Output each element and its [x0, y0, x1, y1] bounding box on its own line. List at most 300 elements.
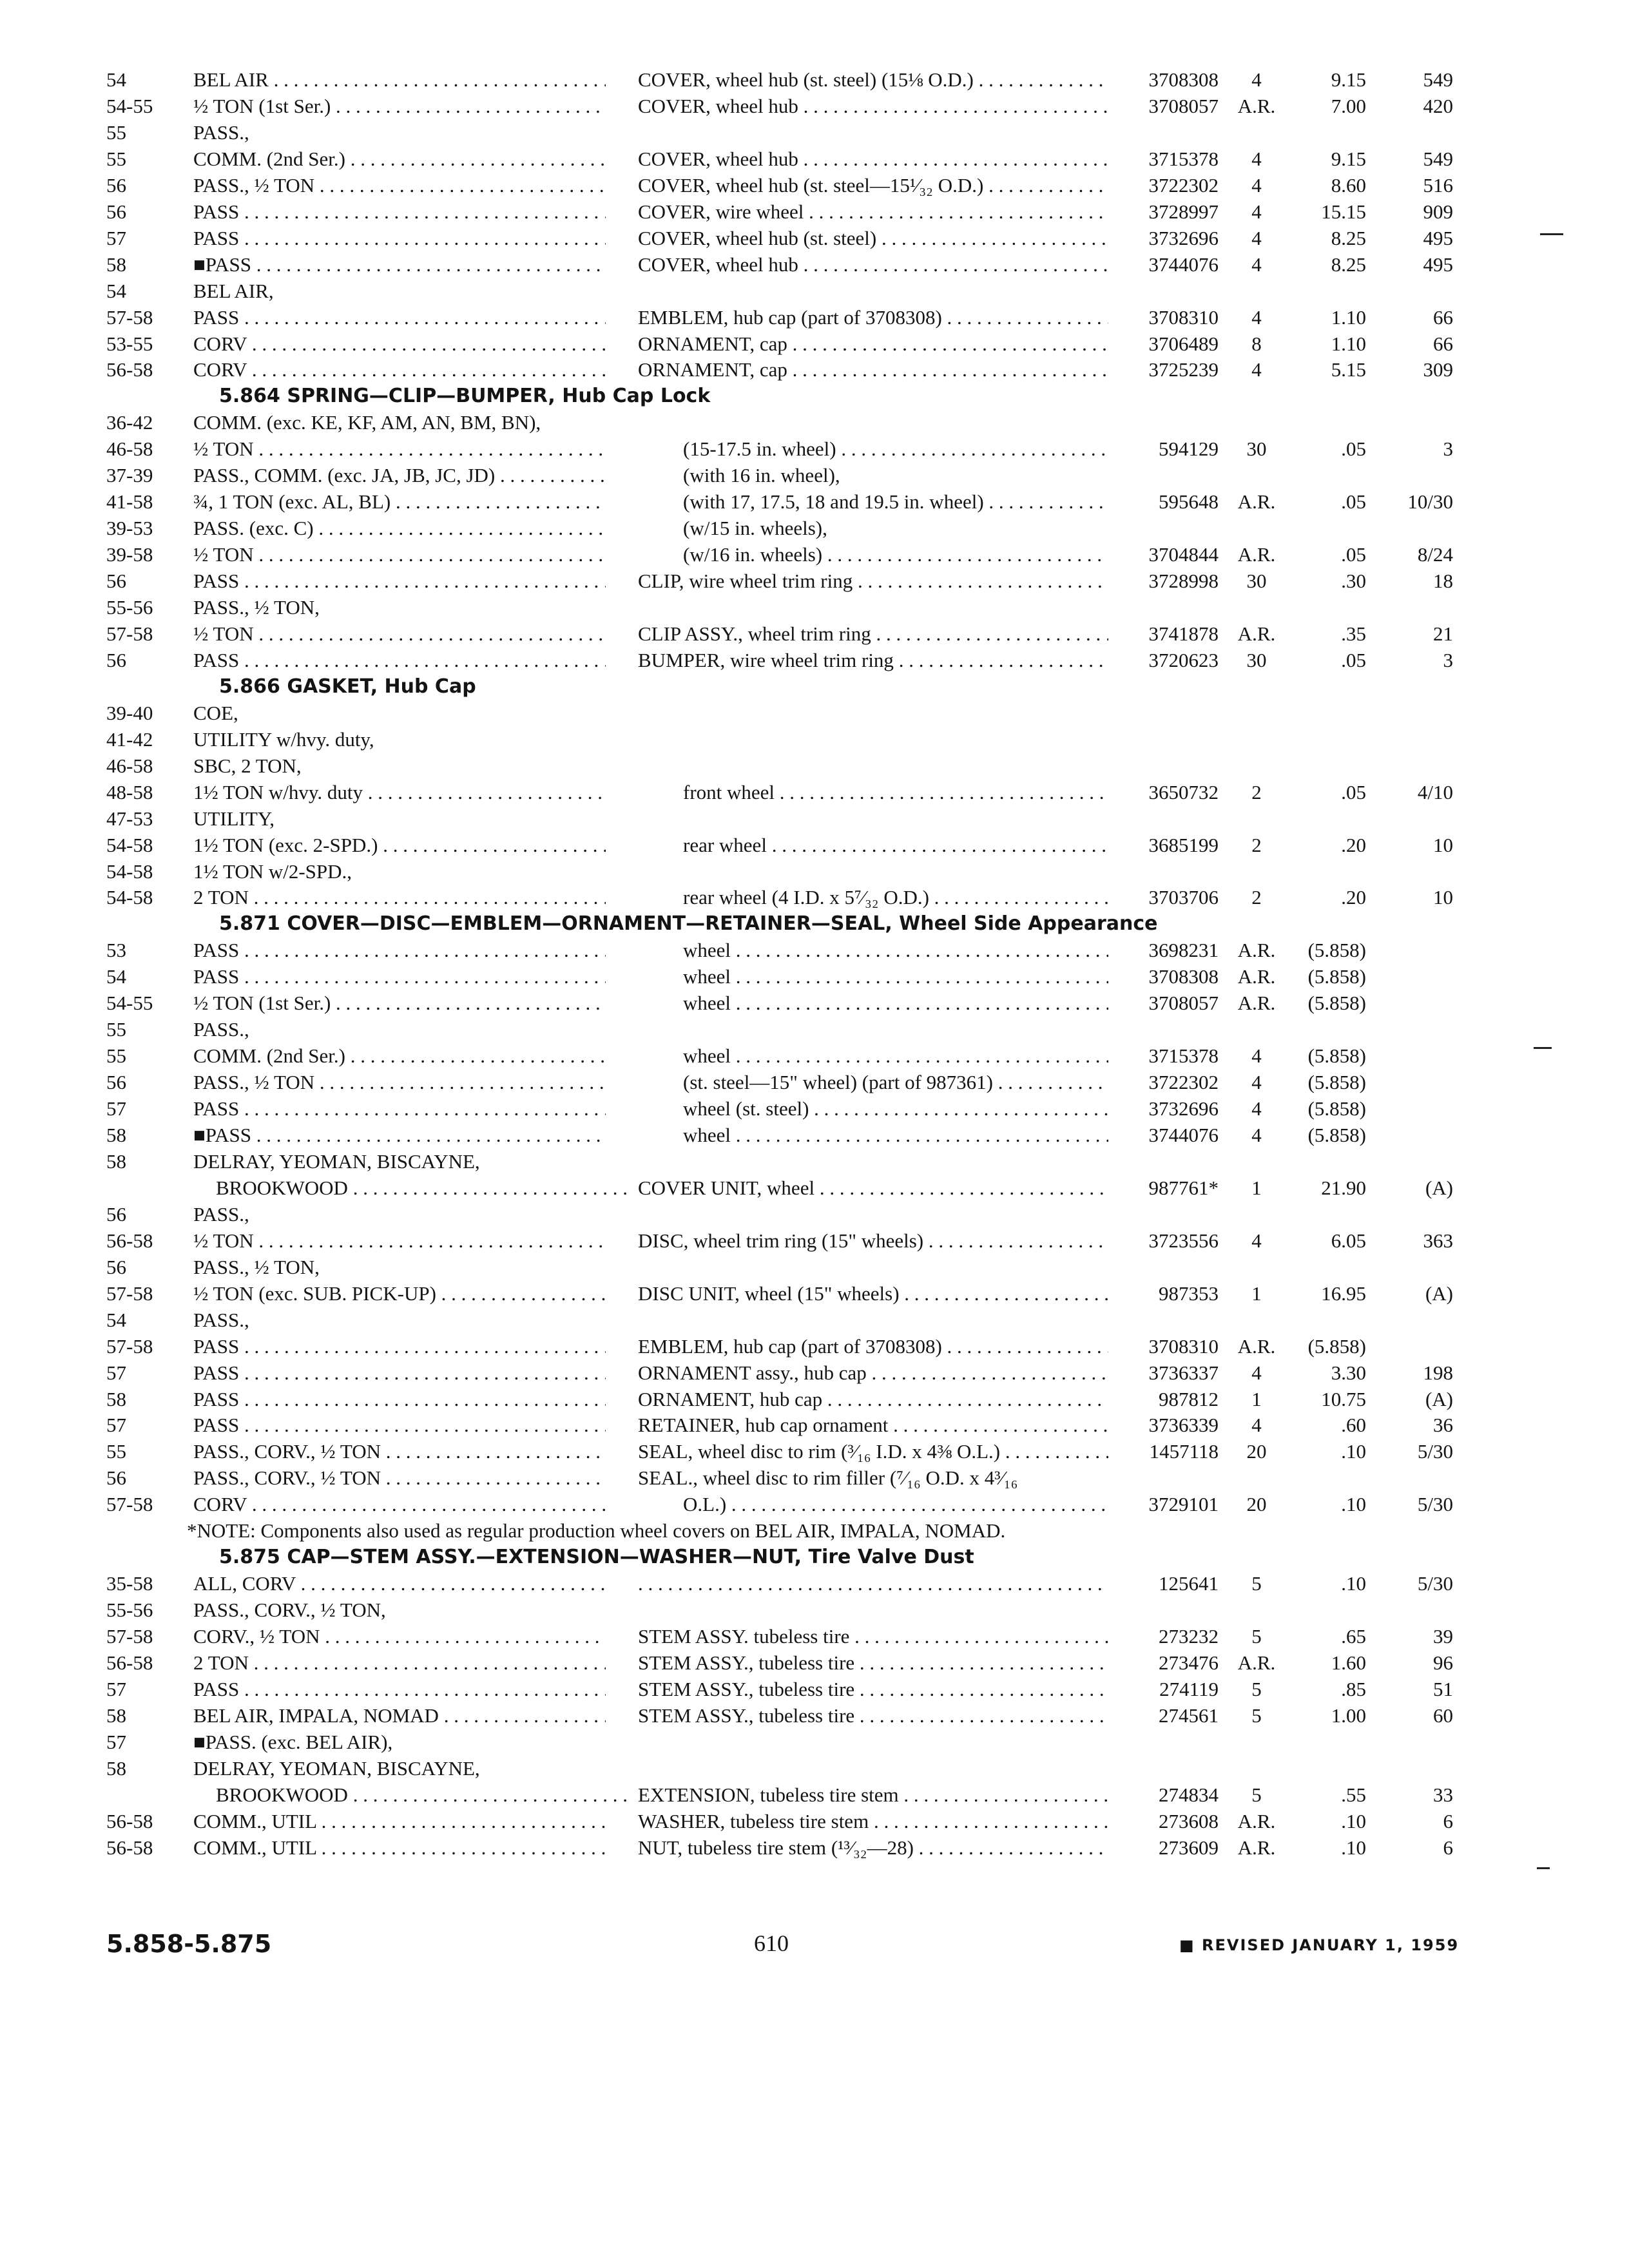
table-row [0, 1782, 1629, 1808]
price-cell: .05 [1341, 543, 1366, 566]
table-row [0, 885, 1629, 910]
year-cell: 55-56 [106, 1599, 153, 1622]
year-cell: 54 [106, 965, 126, 988]
description-cell: NUT, tubeless tire stem (¹³⁄₃₂—28) . . . [638, 1835, 1108, 1861]
revision-note: ■ REVISED JANUARY 1, 1959 [1179, 1936, 1460, 1954]
description-cell: BUMPER, wire wheel trim ring . . . [638, 648, 1108, 673]
price-cell: (5.858) [1307, 992, 1366, 1015]
year-cell: 54 [106, 1308, 126, 1331]
price-cell: 9.15 [1331, 147, 1366, 170]
price-cell: 10.75 [1321, 1387, 1366, 1410]
section-title: 5.866 GASKET, Hub Cap [219, 675, 476, 698]
model-cell: PASS., CORV., ½ TON . . . [193, 1465, 606, 1491]
model-cell: CORV . . . [193, 357, 606, 383]
table-row [0, 1835, 1629, 1861]
year-cell: 56 [106, 1466, 126, 1490]
model-cell: PASS., ½ TON . . . [193, 1070, 606, 1095]
part-number-cell: 595648 [1159, 490, 1219, 514]
extended-price-cell: 33 [1433, 1783, 1453, 1806]
part-number-cell: 3744076 [1148, 1124, 1219, 1146]
model-cell: PASS . . . [193, 199, 606, 225]
year-cell: 57-58 [106, 1493, 153, 1516]
model-cell: PASS . . . [193, 1677, 606, 1702]
table-row [0, 146, 1629, 172]
quantity-cell: 4 [1251, 1071, 1262, 1094]
price-cell: (5.858) [1307, 1071, 1366, 1094]
description-cell: wheel . . . [683, 937, 1108, 963]
extended-price-cell: 6 [1443, 1836, 1453, 1859]
description-cell: ORNAMENT assy., hub cap . . . [638, 1360, 1108, 1386]
extended-price-cell: 3 [1443, 648, 1453, 671]
model-cell: DELRAY, YEOMAN, BISCAYNE, [193, 1756, 480, 1780]
price-cell: 21.90 [1321, 1176, 1366, 1199]
table-row [0, 1387, 1629, 1412]
part-number-cell: 3722302 [1148, 173, 1219, 197]
price-cell: 3.30 [1331, 1361, 1366, 1384]
year-cell: 58 [106, 1704, 126, 1727]
part-number-cell: 3736337 [1148, 1361, 1219, 1384]
price-cell: 8.25 [1331, 226, 1366, 249]
extended-price-cell: 363 [1423, 1229, 1453, 1252]
model-cell: BROOKWOOD . . . [216, 1175, 628, 1201]
table-row [0, 1175, 1629, 1201]
quantity-cell: A.R. [1237, 94, 1276, 117]
table-row [0, 120, 1629, 146]
extended-price-cell: 51 [1433, 1677, 1453, 1700]
part-number-cell: 3729101 [1148, 1493, 1219, 1516]
table-row [0, 859, 1629, 885]
price-cell: (5.858) [1307, 1044, 1366, 1068]
part-number-cell: 3736339 [1148, 1414, 1219, 1437]
quantity-cell: 30 [1246, 437, 1267, 461]
extended-price-cell: 10 [1433, 833, 1453, 856]
year-cell: 56-58 [106, 1809, 153, 1832]
table-row [0, 1202, 1629, 1227]
table-row [0, 1703, 1629, 1729]
quantity-cell: 4 [1251, 1124, 1262, 1146]
description-cell: EMBLEM, hub cap (part of 3708308) . . . [638, 305, 1108, 331]
section-header [0, 383, 1629, 409]
part-number-cell: 3708057 [1148, 94, 1219, 117]
table-row [0, 199, 1629, 225]
year-cell: 58 [106, 1124, 126, 1146]
quantity-cell: 4 [1251, 226, 1262, 249]
page-number: 610 [754, 1930, 789, 1956]
table-row [0, 67, 1629, 93]
year-cell: 47-53 [106, 807, 153, 830]
model-cell: PASS., ½ TON, [193, 1255, 320, 1278]
margin-tick-mark [1540, 233, 1563, 235]
extended-price-cell: 549 [1423, 68, 1453, 91]
extended-price-cell: (A) [1425, 1282, 1453, 1305]
model-cell: PASS . . . [193, 1096, 606, 1122]
year-cell: 48-58 [106, 780, 153, 803]
description-cell: COVER UNIT, wheel . . . [638, 1175, 1108, 1201]
quantity-cell: 4 [1251, 173, 1262, 197]
price-cell: .10 [1341, 1809, 1366, 1832]
extended-price-cell: 309 [1423, 358, 1453, 381]
table-row [0, 832, 1629, 858]
description-cell: DISC, wheel trim ring (15" wheels) . . . [638, 1228, 1108, 1254]
year-cell: 36-42 [106, 411, 153, 434]
year-cell: 56 [106, 1255, 126, 1278]
table-row [0, 1254, 1629, 1280]
extended-price-cell: (A) [1425, 1176, 1453, 1199]
year-cell: 56-58 [106, 1836, 153, 1859]
quantity-cell: 2 [1251, 780, 1262, 803]
extended-price-cell: 10 [1433, 886, 1453, 909]
quantity-cell: 4 [1251, 253, 1262, 276]
year-cell: 53-55 [106, 332, 153, 355]
year-cell: 53 [106, 939, 126, 962]
year-cell: 39-40 [106, 701, 153, 724]
table-row [0, 1043, 1629, 1069]
price-cell: 1.10 [1331, 305, 1366, 329]
table-row [0, 410, 1629, 436]
part-number-cell: 274561 [1159, 1704, 1219, 1727]
part-number-cell: 273232 [1159, 1625, 1219, 1648]
year-cell: 39-53 [106, 517, 153, 540]
extended-price-cell: 5/30 [1417, 1572, 1453, 1595]
price-cell: .20 [1341, 833, 1366, 856]
model-cell: COMM., UTIL . . . [193, 1835, 606, 1861]
price-cell: .10 [1341, 1836, 1366, 1859]
year-cell: 58 [106, 1756, 126, 1780]
extended-price-cell: 18 [1433, 570, 1453, 593]
quantity-cell: 4 [1251, 358, 1262, 381]
quantity-cell: 5 [1251, 1677, 1262, 1700]
extended-price-cell: 4/10 [1417, 780, 1453, 803]
year-cell: 56 [106, 173, 126, 197]
quantity-cell: 1 [1251, 1387, 1262, 1410]
model-cell: ½ TON . . . [193, 1228, 606, 1254]
table-row [0, 621, 1629, 647]
table-row [0, 1070, 1629, 1095]
year-cell: 57-58 [106, 1334, 153, 1358]
table-row [0, 780, 1629, 805]
extended-price-cell: 66 [1433, 332, 1453, 355]
extended-price-cell: 198 [1423, 1361, 1453, 1384]
table-row [0, 1228, 1629, 1254]
description-cell: COVER, wheel hub (st. steel) . . . [638, 226, 1108, 251]
quantity-cell: A.R. [1237, 965, 1276, 988]
model-cell: PASS. (exc. C) . . . [193, 515, 606, 541]
price-cell: .10 [1341, 1440, 1366, 1463]
description-cell: (with 16 in. wheel), [683, 464, 840, 487]
price-cell: .05 [1341, 780, 1366, 803]
description-cell: COVER, wheel hub (st. steel) (15⅛ O.D.) . . . [638, 67, 1108, 93]
year-cell: 55 [106, 147, 126, 170]
part-number-cell: 3744076 [1148, 253, 1219, 276]
extended-price-cell: 10/30 [1407, 490, 1453, 514]
model-cell: PASS., [193, 1202, 249, 1225]
year-cell: 57-58 [106, 1625, 153, 1648]
year-cell: 41-42 [106, 727, 153, 751]
price-cell: 9.15 [1331, 68, 1366, 91]
table-row [0, 700, 1629, 726]
year-cell: 57 [106, 1097, 126, 1120]
price-cell: (5.858) [1307, 1124, 1366, 1146]
section-header [0, 674, 1629, 700]
table-row [0, 1492, 1629, 1517]
year-cell: 57-58 [106, 622, 153, 645]
price-cell: 7.00 [1331, 94, 1366, 117]
margin-tick-mark [1537, 1867, 1550, 1869]
quantity-cell: 1 [1251, 1176, 1262, 1199]
model-cell: 1½ TON w/hvy. duty . . . [193, 780, 606, 805]
extended-price-cell: 5/30 [1417, 1440, 1453, 1463]
model-cell: PASS . . . [193, 226, 606, 251]
quantity-cell: 4 [1251, 1044, 1262, 1068]
description-cell: COVER, wheel hub (st. steel—15¹⁄₃₂ O.D.) . . . [638, 173, 1108, 198]
year-cell: 57 [106, 226, 126, 249]
part-number-cell: 3708308 [1148, 965, 1219, 988]
description-cell: (with 17, 17.5, 18 and 19.5 in. wheel) . . . [683, 489, 1108, 515]
quantity-cell: 4 [1251, 1414, 1262, 1437]
description-cell: COVER, wheel hub . . . [638, 146, 1108, 172]
model-cell: PASS., CORV., ½ TON, [193, 1599, 386, 1622]
description-cell: STEM ASSY., tubeless tire . . . [638, 1650, 1108, 1676]
table-row [0, 1096, 1629, 1122]
model-cell: 2 TON . . . [193, 1650, 606, 1676]
year-cell: 56 [106, 200, 126, 223]
quantity-cell: A.R. [1237, 992, 1276, 1015]
extended-price-cell: 8/24 [1417, 543, 1453, 566]
table-row [0, 1017, 1629, 1043]
description-cell: (st. steel—15" wheel) (part of 987361) . . . [683, 1070, 1108, 1095]
extended-price-cell: (A) [1425, 1387, 1453, 1410]
year-cell: 39-58 [106, 543, 153, 566]
description-cell: wheel . . . [683, 964, 1108, 990]
price-cell: .55 [1341, 1783, 1366, 1806]
extended-price-cell: 96 [1433, 1651, 1453, 1674]
quantity-cell: A.R. [1237, 939, 1276, 962]
table-row [0, 1465, 1629, 1491]
part-number-cell: 3706489 [1148, 332, 1219, 355]
extended-price-cell: 6 [1443, 1809, 1453, 1832]
description-cell: CLIP ASSY., wheel trim ring . . . [638, 621, 1108, 647]
part-number-cell: 987812 [1159, 1387, 1219, 1410]
part-number-cell: 125641 [1159, 1572, 1219, 1595]
year-cell: 58 [106, 253, 126, 276]
model-cell: PASS . . . [193, 568, 606, 594]
price-cell: 1.00 [1331, 1704, 1366, 1727]
quantity-cell: 2 [1251, 833, 1262, 856]
year-cell: 56 [106, 648, 126, 671]
year-cell: 55 [106, 120, 126, 144]
model-cell: 1½ TON w/2-SPD., [193, 860, 352, 883]
table-row [0, 436, 1629, 462]
year-cell: 55 [106, 1018, 126, 1041]
table-row [0, 1360, 1629, 1386]
section-header [0, 911, 1629, 937]
year-cell: 35-58 [106, 1572, 153, 1595]
quantity-cell: A.R. [1237, 1651, 1276, 1674]
model-cell: CORV . . . [193, 331, 606, 357]
table-row [0, 1756, 1629, 1782]
quantity-cell: 5 [1251, 1572, 1262, 1595]
part-number-cell: 987353 [1159, 1282, 1219, 1305]
part-number-cell: 274119 [1159, 1677, 1219, 1700]
quantity-cell: 20 [1246, 1493, 1267, 1516]
quantity-cell: A.R. [1237, 1809, 1276, 1832]
table-row [0, 489, 1629, 515]
model-cell: ALL, CORV . . . [193, 1571, 606, 1597]
description-cell: wheel (st. steel) . . . [683, 1096, 1108, 1122]
footnote [0, 1518, 1629, 1544]
price-cell: 5.15 [1331, 358, 1366, 381]
table-row [0, 1281, 1629, 1307]
part-number-cell: 3698231 [1148, 939, 1219, 962]
table-row [0, 357, 1629, 383]
table-row [0, 1677, 1629, 1702]
price-cell: .05 [1341, 648, 1366, 671]
description-cell: COVER, wire wheel . . . [638, 199, 1108, 225]
quantity-cell: 8 [1251, 332, 1262, 355]
year-cell: 55-56 [106, 596, 153, 619]
part-number-cell: 3704844 [1148, 543, 1219, 566]
price-cell: 1.60 [1331, 1651, 1366, 1674]
description-cell: ORNAMENT, hub cap . . . [638, 1387, 1108, 1412]
table-row [0, 648, 1629, 673]
table-row [0, 1307, 1629, 1333]
year-cell: 54-55 [106, 94, 153, 117]
table-row [0, 1122, 1629, 1148]
year-cell: 57 [106, 1414, 126, 1437]
part-number-cell: 3708308 [1148, 68, 1219, 91]
extended-price-cell: 495 [1423, 226, 1453, 249]
quantity-cell: A.R. [1237, 622, 1276, 645]
year-cell: 54 [106, 279, 126, 302]
model-cell: PASS . . . [193, 648, 606, 673]
part-number-cell: 274834 [1159, 1783, 1219, 1806]
model-cell: UTILITY, [193, 807, 275, 830]
description-cell [638, 1571, 1108, 1597]
model-cell: SBC, 2 TON, [193, 754, 302, 777]
year-cell: 54-55 [106, 992, 153, 1015]
note-text: *NOTE: Components also used as regular production wheel covers on BEL AIR, IMPALA, NOMAD. [187, 1519, 1006, 1542]
table-row [0, 1571, 1629, 1597]
model-cell: PASS . . . [193, 1334, 606, 1360]
model-cell: PASS . . . [193, 1412, 606, 1438]
description-cell: DISC UNIT, wheel (15" wheels) . . . [638, 1281, 1108, 1307]
description-cell: wheel . . . [683, 1043, 1108, 1069]
extended-price-cell: 21 [1433, 622, 1453, 645]
year-cell: 57 [106, 1677, 126, 1700]
extended-price-cell: 3 [1443, 437, 1453, 461]
part-number-cell: 3723556 [1148, 1229, 1219, 1252]
quantity-cell: 4 [1251, 1361, 1262, 1384]
section-range: 5.858-5.875 [106, 1930, 272, 1958]
part-number-cell: 273608 [1159, 1809, 1219, 1832]
description-cell: (w/16 in. wheels) . . . [683, 542, 1108, 568]
model-cell: PASS., COMM. (exc. JA, JB, JC, JD) . . . [193, 463, 606, 488]
part-number-cell: 3715378 [1148, 1044, 1219, 1068]
year-cell: 56 [106, 1202, 126, 1225]
model-cell: ½ TON (1st Ser.) . . . [193, 990, 606, 1016]
section-title: 5.864 SPRING—CLIP—BUMPER, Hub Cap Lock [219, 385, 711, 408]
part-number-cell: 3708057 [1148, 992, 1219, 1015]
year-cell: 57-58 [106, 305, 153, 329]
part-number-cell: 3725239 [1148, 358, 1219, 381]
extended-price-cell: 5/30 [1417, 1493, 1453, 1516]
model-cell: PASS . . . [193, 1360, 606, 1386]
description-cell: SEAL., wheel disc to rim filler (⁷⁄₁₆ O.D. x 4³⁄₁₆ [638, 1466, 1018, 1490]
section-header [0, 1544, 1629, 1570]
description-cell: STEM ASSY., tubeless tire . . . [638, 1703, 1108, 1729]
quantity-cell: 4 [1251, 1097, 1262, 1120]
price-cell: .05 [1341, 490, 1366, 514]
description-cell: ORNAMENT, cap . . . [638, 331, 1108, 357]
model-cell: COE, [193, 701, 238, 724]
price-cell: (5.858) [1307, 939, 1366, 962]
price-cell: .10 [1341, 1572, 1366, 1595]
price-cell: 1.10 [1331, 332, 1366, 355]
price-cell: (5.858) [1307, 1097, 1366, 1120]
quantity-cell: A.R. [1237, 490, 1276, 514]
year-cell: 56-58 [106, 1229, 153, 1252]
quantity-cell: 4 [1251, 147, 1262, 170]
part-number-cell: 3708310 [1148, 1334, 1219, 1358]
model-cell: PASS . . . [193, 937, 606, 963]
quantity-cell: 2 [1251, 886, 1262, 909]
extended-price-cell: 66 [1433, 305, 1453, 329]
table-row [0, 568, 1629, 594]
model-cell: PASS., ½ TON, [193, 596, 320, 619]
year-cell: 55 [106, 1044, 126, 1068]
model-cell: DELRAY, YEOMAN, BISCAYNE, [193, 1149, 480, 1173]
table-row [0, 964, 1629, 990]
year-cell: 58 [106, 1149, 126, 1173]
extended-price-cell: 516 [1423, 173, 1453, 197]
price-cell: 8.60 [1331, 173, 1366, 197]
quantity-cell: 1 [1251, 1282, 1262, 1305]
model-cell: ½ TON (exc. SUB. PICK-UP) . . . [193, 1281, 606, 1307]
model-cell: PASS . . . [193, 1387, 606, 1412]
year-cell: 57-58 [106, 1282, 153, 1305]
part-number-cell: 3708310 [1148, 305, 1219, 329]
quantity-cell: 4 [1251, 200, 1262, 223]
quantity-cell: A.R. [1237, 543, 1276, 566]
model-cell: BEL AIR . . . [193, 67, 606, 93]
model-cell: PASS . . . [193, 305, 606, 331]
description-cell: COVER, wheel hub . . . [638, 252, 1108, 278]
description-cell: COVER, wheel hub . . . [638, 93, 1108, 119]
description-cell: RETAINER, hub cap ornament . . . [638, 1412, 1108, 1438]
quantity-cell: A.R. [1237, 1334, 1276, 1358]
price-cell: .20 [1341, 886, 1366, 909]
year-cell: 41-58 [106, 490, 153, 514]
model-cell: 2 TON . . . [193, 885, 606, 910]
model-cell: BEL AIR, IMPALA, NOMAD . . . [193, 1703, 606, 1729]
table-row [0, 753, 1629, 779]
part-number-cell: 273476 [1159, 1651, 1219, 1674]
model-cell: BROOKWOOD . . . [216, 1782, 628, 1808]
quantity-cell: 30 [1246, 570, 1267, 593]
year-cell: 54-58 [106, 833, 153, 856]
part-number-cell: 3728997 [1148, 200, 1219, 223]
model-cell: ¾, 1 TON (exc. AL, BL) . . . [193, 489, 606, 515]
year-cell: 54-58 [106, 886, 153, 909]
table-row [0, 1334, 1629, 1360]
part-number-cell: 3720623 [1148, 648, 1219, 671]
extended-price-cell: 60 [1433, 1704, 1453, 1727]
year-cell: 46-58 [106, 754, 153, 777]
table-row [0, 331, 1629, 357]
model-cell: ■PASS. (exc. BEL AIR), [193, 1730, 393, 1753]
model-cell: PASS., [193, 120, 249, 144]
table-row [0, 305, 1629, 331]
